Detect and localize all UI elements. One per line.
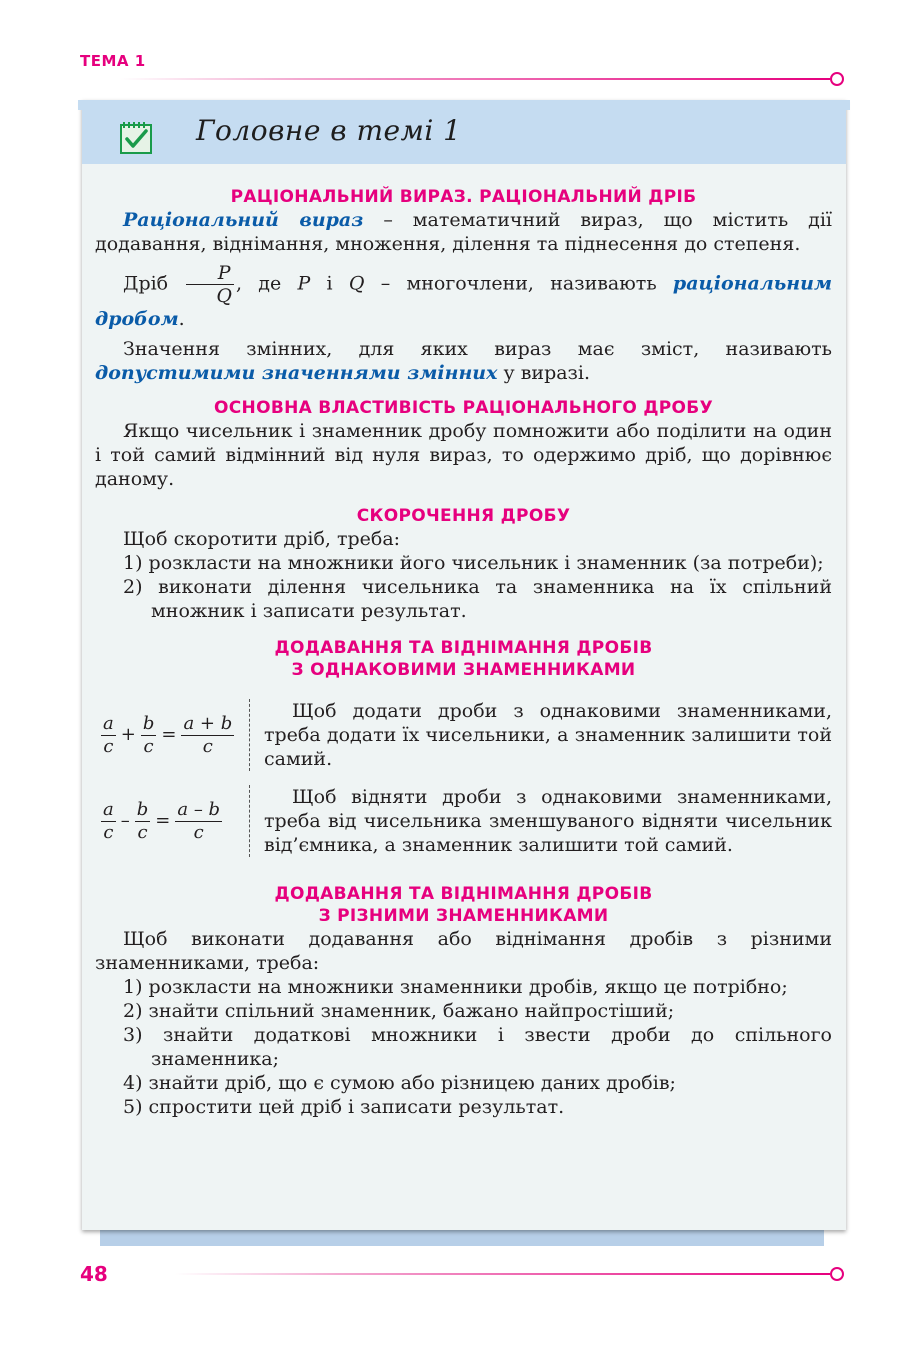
addition-rule: [95, 699, 832, 771]
fraction-numerator: a + b: [183, 712, 233, 734]
heading-line: ДОДАВАННЯ ТА ВІДНІМАННЯ ДРОБІВ: [274, 884, 653, 904]
fraction-p-over-q: [186, 262, 234, 307]
topic-label: ТЕМА 1: [80, 52, 146, 70]
fraction-numerator: P: [186, 262, 234, 285]
fraction: [101, 799, 116, 844]
addition-rule-text: [250, 699, 832, 771]
rule-paragraph: Щоб відняти дроби з однаковими знаменниками, треба від чисельника зменшуваного відняти чисельник від’ємника, а знаменник залишити той самий.: [264, 786, 832, 856]
section-heading-rational-expression: РАЦІОНАЛЬНИЙ ВИРАЗ. РАЦІОНАЛЬНИЙ ДРІБ: [230, 187, 697, 207]
panel-content: [95, 186, 832, 1119]
definition-rational-fraction: [95, 262, 832, 331]
header-tab-right: [836, 100, 850, 110]
term-rational-expression: Раціональний вираз: [123, 209, 364, 231]
minus-sign: –: [120, 810, 130, 831]
fraction-denominator: c: [202, 735, 213, 757]
text-fragment: – многочлени, називають: [364, 272, 673, 295]
fraction-numerator: b: [142, 712, 155, 734]
fraction: [101, 713, 116, 758]
list-item: 2) виконати ділення чисельника та знаменника на їх спільний множник і записати результат.: [123, 576, 832, 622]
fraction-denominator: Q: [216, 285, 232, 307]
term-rational-fraction: раціональним дробом: [95, 272, 833, 330]
text-fragment: Дріб: [123, 272, 185, 295]
checklist-icon: [118, 118, 154, 156]
term-admissible-values: допустимими значеннями змінних: [95, 362, 498, 384]
variable-p: P: [297, 272, 311, 295]
section-heading-same-denominators: [95, 637, 832, 681]
text-fragment: Значення змінних, для яких вираз має зміст, називають: [123, 338, 832, 360]
fraction: [141, 713, 157, 758]
subtraction-rule: [95, 785, 832, 857]
subtraction-formula: [95, 785, 250, 857]
panel-title: Головне в темі 1: [196, 114, 462, 147]
fraction-numerator: a: [103, 712, 114, 734]
list-item: 3) знайти додаткові множники і звести дроби до спільного знаменника;: [123, 1024, 832, 1070]
rule-paragraph: Щоб додати дроби з однаковими знаменниками, треба додати їх чисельники, а знаменник залишити той самий.: [264, 700, 832, 770]
panel-header: [82, 100, 846, 164]
list-item: 2) знайти спільний знаменник, бажано найпростіший;: [123, 1000, 675, 1022]
bottom-rule: [175, 1273, 830, 1275]
heading-line: З РІЗНИМИ ЗНАМЕННИКАМИ: [318, 906, 609, 926]
heading-line: З ОДНАКОВИМИ ЗНАМЕННИКАМИ: [291, 660, 636, 680]
list-item: 1) розкласти на множники його чисельник і знаменник (за потреби);: [123, 552, 824, 574]
top-rule: [120, 78, 830, 80]
fraction-denominator: c: [103, 735, 114, 757]
fraction-denominator: c: [103, 821, 114, 843]
different-denominators-intro: Щоб виконати додавання або віднімання дробів з різними знаменниками, треба:: [95, 928, 832, 974]
list-item: 4) знайти дріб, що є сумою або різницею даних дробів;: [123, 1072, 676, 1094]
list-item: 5) спростити цей дріб і записати результат.: [123, 1096, 565, 1118]
subtraction-rule-text: [250, 785, 832, 857]
equals-sign: =: [161, 724, 177, 745]
variable-q: Q: [348, 272, 365, 295]
fraction-denominator: c: [143, 735, 154, 757]
different-denominators-steps: [95, 975, 832, 1119]
main-property-text: Якщо чисельник і знаменник дробу помножити або поділити на один і той самий відмінний від нуля вираз, то одержимо дріб, що дорівнює даному.: [95, 420, 832, 490]
reduction-steps: [95, 551, 832, 623]
fraction-denominator: c: [193, 821, 204, 843]
fraction-numerator: b: [136, 798, 149, 820]
text-fragment: у виразі.: [497, 362, 591, 384]
text-fragment: .: [178, 308, 185, 330]
reduction-intro: Щоб скоротити дріб, треба:: [123, 528, 401, 550]
text-fragment: , де: [235, 272, 298, 295]
summary-panel: [82, 100, 846, 1230]
fraction-numerator: a – b: [177, 798, 221, 820]
section-heading-reduction: СКОРОЧЕННЯ ДРОБУ: [356, 506, 571, 526]
fraction-denominator: c: [137, 821, 148, 843]
fraction: [181, 713, 234, 758]
plus-sign: +: [120, 724, 136, 745]
fraction-numerator: a: [103, 798, 114, 820]
fraction: [175, 799, 222, 844]
bottom-rule-end: [830, 1267, 844, 1281]
fraction: [135, 799, 151, 844]
definition-rational-expression: [95, 208, 832, 256]
header-tab-left: [78, 100, 92, 110]
equals-sign: =: [155, 810, 171, 831]
top-rule-end: [830, 72, 844, 86]
list-item: 1) розкласти на множники знаменники дробів, якщо це потрібно;: [123, 976, 788, 998]
addition-formula: [95, 699, 250, 771]
text-fragment: і: [310, 272, 349, 295]
definition-admissible-values: [95, 337, 832, 385]
section-heading-main-property: ОСНОВНА ВЛАСТИВІСТЬ РАЦІОНАЛЬНОГО ДРОБУ: [214, 398, 713, 418]
section-heading-different-denominators: [95, 883, 832, 927]
page-number: 48: [80, 1262, 108, 1286]
definition-text: – математичний вираз, що містить дії додавання, віднімання, множення, ділення та піднесення до степеня.: [95, 209, 832, 255]
heading-line: ДОДАВАННЯ ТА ВІДНІМАННЯ ДРОБІВ: [274, 638, 653, 658]
